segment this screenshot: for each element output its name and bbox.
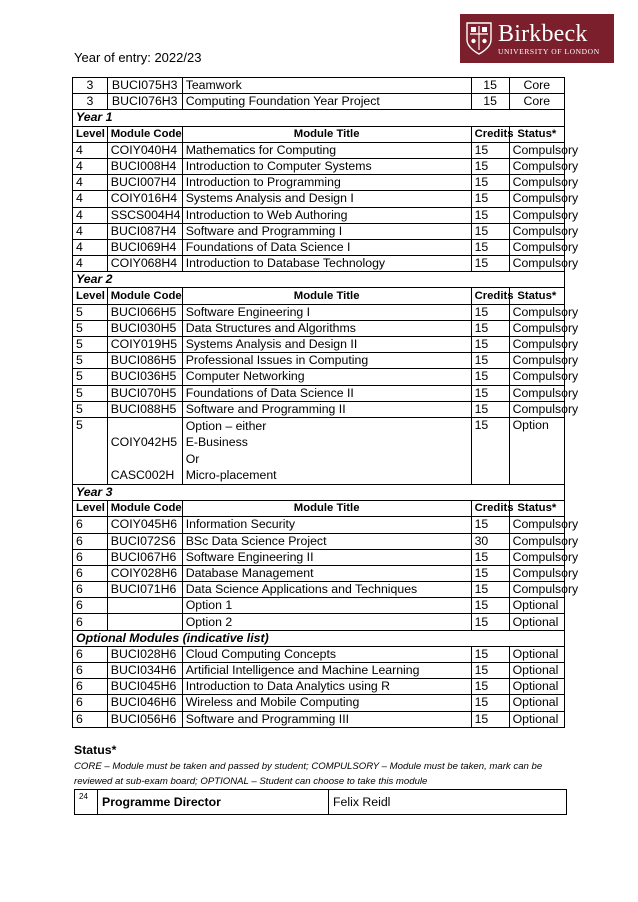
col-title: Module Title: [182, 126, 471, 142]
col-code: Module Code: [107, 126, 182, 142]
cell-status: Compulsory: [509, 549, 564, 565]
table-header-row: [73, 501, 565, 517]
cell-status: Compulsory: [509, 385, 564, 401]
cell-credits: 15: [471, 565, 509, 581]
cell-status: Compulsory: [509, 256, 564, 272]
col-credits: Credits: [471, 126, 509, 142]
cell-title: Foundations of Data Science II: [182, 385, 471, 401]
table-row: [73, 175, 565, 191]
cell-status: Compulsory: [509, 582, 564, 598]
cell-title: Cloud Computing Concepts: [182, 646, 471, 662]
table-row: [73, 223, 565, 239]
cell-code: BUCI008H4: [107, 158, 182, 174]
table-row: [73, 191, 565, 207]
year2-rows: [73, 304, 579, 417]
table-row: [73, 646, 565, 662]
cell-credits: 15: [471, 142, 509, 158]
table-row: [73, 711, 565, 727]
table-row: [73, 695, 565, 711]
cell-credits: 15: [471, 175, 509, 191]
optional-heading-row: [73, 630, 565, 646]
cell-code: BUCI046H6: [107, 695, 182, 711]
cell-credits: 15: [471, 679, 509, 695]
cell-status: Compulsory: [509, 401, 564, 417]
cell-status: Compulsory: [509, 369, 564, 385]
cell-title: Data Science Applications and Techniques: [182, 582, 471, 598]
modules-table: [72, 77, 579, 728]
cell-title: Artificial Intelligence and Machine Learning: [182, 663, 471, 679]
cell-status: Compulsory: [509, 191, 564, 207]
col-credits: Credits: [471, 501, 509, 517]
cell-credits: 15: [471, 207, 509, 223]
cell-level: 6: [73, 711, 108, 727]
col-status: Status*: [509, 501, 564, 517]
cell-level: 5: [73, 304, 108, 320]
cell-title: Introduction to Computer Systems: [182, 158, 471, 174]
table-row: [73, 614, 565, 630]
programme-director-name: Felix Reidl: [329, 790, 567, 815]
cell-level: 6: [73, 565, 108, 581]
table-row: [73, 679, 565, 695]
cell-code: BUCI036H5: [107, 369, 182, 385]
optional-rows: [73, 646, 565, 727]
cell-credits: 15: [471, 337, 509, 353]
cell-credits: 15: [471, 663, 509, 679]
section-title: Year 2: [73, 272, 565, 288]
cell-title: BSc Data Science Project: [182, 533, 471, 549]
cell-code: COIY040H4: [107, 142, 182, 158]
option-titles: [182, 417, 471, 484]
cell-title: Computing Foundation Year Project: [182, 94, 471, 110]
table-row: [73, 158, 565, 174]
cell-status: Optional: [509, 598, 564, 614]
cell-code: [107, 598, 182, 614]
cell-credits: 15: [471, 385, 509, 401]
col-code: Module Code: [107, 288, 182, 304]
year3-heading-row: [73, 484, 565, 500]
year3-rows: [73, 517, 579, 630]
year-of-entry: Year of entry: 2022/23: [74, 50, 202, 65]
cell-code: BUCI070H5: [107, 385, 182, 401]
option-level: 5: [73, 417, 108, 484]
table-row: [73, 256, 565, 272]
col-code: Module Code: [107, 501, 182, 517]
table-row: [73, 304, 565, 320]
cell-code: BUCI086H5: [107, 353, 182, 369]
year1-heading-row: [73, 110, 565, 126]
cell-status: Core: [509, 78, 564, 94]
col-credits: Credits: [471, 288, 509, 304]
cell-code: BUCI034H6: [107, 663, 182, 679]
col-level: Level: [73, 126, 108, 142]
table-row: [73, 565, 565, 581]
cell-status: Compulsory: [509, 239, 564, 255]
cell-code: COIY028H6: [107, 565, 182, 581]
table-row: [73, 142, 565, 158]
cell-title: Software Engineering II: [182, 549, 471, 565]
cell-code: COIY016H4: [107, 191, 182, 207]
cell-title: Introduction to Programming: [182, 175, 471, 191]
cell-credits: 15: [471, 695, 509, 711]
option-code-2: CASC002H: [110, 468, 175, 483]
cell-level: 4: [73, 142, 108, 158]
table-row: [73, 78, 565, 94]
cell-title: Software and Programming I: [182, 223, 471, 239]
cell-code: BUCI007H4: [107, 175, 182, 191]
cell-credits: 15: [471, 614, 509, 630]
option-line-4: Micro-placement: [185, 468, 277, 483]
cell-credits: 15: [471, 191, 509, 207]
table-header-row: [73, 126, 565, 142]
option-line-3: Or: [185, 451, 200, 466]
cell-title: Systems Analysis and Design II: [182, 337, 471, 353]
cell-title: Introduction to Web Authoring: [182, 207, 471, 223]
cell-title: Introduction to Database Technology: [182, 256, 471, 272]
cell-status: Compulsory: [509, 337, 564, 353]
cell-status: Compulsory: [509, 158, 564, 174]
year2-option-row: [73, 417, 565, 484]
table-row: [73, 533, 565, 549]
table-row: [73, 582, 565, 598]
cell-title: Mathematics for Computing: [182, 142, 471, 158]
cell-status: Compulsory: [509, 304, 564, 320]
cell-status: Compulsory: [509, 533, 564, 549]
cell-status: Compulsory: [509, 142, 564, 158]
table-row: [73, 369, 565, 385]
section-title: Year 3: [73, 484, 565, 500]
option-code-1: COIY042H5: [110, 435, 178, 450]
cell-title: Option 1: [182, 598, 471, 614]
cell-level: 6: [73, 614, 108, 630]
cell-status: Optional: [509, 695, 564, 711]
cell-credits: 30: [471, 533, 509, 549]
cell-code: BUCI028H6: [107, 646, 182, 662]
cell-code: BUCI067H6: [107, 549, 182, 565]
col-status: Status*: [509, 126, 564, 142]
cell-status: Compulsory: [509, 517, 564, 533]
option-line-2: E-Business: [185, 435, 248, 450]
cell-code: BUCI075H3: [107, 78, 182, 94]
cell-level: 5: [73, 337, 108, 353]
year1-rows: [73, 142, 579, 272]
cell-code: BUCI071H6: [107, 582, 182, 598]
table-row: [73, 320, 565, 336]
cell-code: COIY045H6: [107, 517, 182, 533]
cell-status: Optional: [509, 614, 564, 630]
cell-status: Compulsory: [509, 353, 564, 369]
cell-credits: 15: [471, 369, 509, 385]
cell-credits: 15: [471, 401, 509, 417]
crest-icon: [466, 22, 492, 55]
cell-code: BUCI069H4: [107, 239, 182, 255]
cell-level: 4: [73, 223, 108, 239]
option-credits: 15: [471, 417, 509, 484]
table-row: [73, 517, 565, 533]
cell-status: Core: [509, 94, 564, 110]
table-row: [73, 353, 565, 369]
cell-title: Software Engineering I: [182, 304, 471, 320]
cell-title: Information Security: [182, 517, 471, 533]
cell-credits: 15: [471, 320, 509, 336]
option-codes: [107, 417, 182, 484]
option-status: Option: [509, 417, 564, 484]
col-status: Status*: [509, 288, 564, 304]
cell-code: BUCI088H5: [107, 401, 182, 417]
cell-level: 6: [73, 517, 108, 533]
cell-level: 4: [73, 239, 108, 255]
cell-code: COIY019H5: [107, 337, 182, 353]
table-row: [73, 337, 565, 353]
section-title: Year 1: [73, 110, 565, 126]
cell-title: Option 2: [182, 614, 471, 630]
cell-code: BUCI072S6: [107, 533, 182, 549]
row-number: 24: [75, 790, 98, 815]
cell-level: 4: [73, 207, 108, 223]
cell-credits: 15: [471, 582, 509, 598]
table-row: [73, 94, 565, 110]
cell-level: 4: [73, 158, 108, 174]
cell-code: COIY068H4: [107, 256, 182, 272]
cell-credits: 15: [471, 711, 509, 727]
cell-level: 5: [73, 401, 108, 417]
cell-title: Teamwork: [182, 78, 471, 94]
cell-level: 5: [73, 353, 108, 369]
cell-status: Compulsory: [509, 223, 564, 239]
cell-level: 6: [73, 646, 108, 662]
programme-director-table: [74, 789, 567, 815]
cell-credits: 15: [471, 517, 509, 533]
cell-title: Database Management: [182, 565, 471, 581]
table-row: [73, 239, 565, 255]
col-title: Module Title: [182, 288, 471, 304]
programme-director-label: Programme Director: [98, 790, 329, 815]
birkbeck-logo: [460, 14, 614, 63]
table-row: [73, 385, 565, 401]
cell-title: Systems Analysis and Design I: [182, 191, 471, 207]
cell-status: Optional: [509, 711, 564, 727]
col-title: Module Title: [182, 501, 471, 517]
cell-credits: 15: [471, 549, 509, 565]
cell-level: 4: [73, 191, 108, 207]
cell-level: 6: [73, 663, 108, 679]
cell-level: 6: [73, 598, 108, 614]
cell-code: SSCS004H4: [107, 207, 182, 223]
cell-code: BUCI066H5: [107, 304, 182, 320]
cell-level: 3: [73, 94, 108, 110]
cell-level: 4: [73, 256, 108, 272]
cell-credits: 15: [471, 158, 509, 174]
cell-status: Optional: [509, 663, 564, 679]
cell-code: BUCI076H3: [107, 94, 182, 110]
cell-title: Introduction to Data Analytics using R: [182, 679, 471, 695]
year2-heading-row: [73, 272, 565, 288]
cell-level: 6: [73, 679, 108, 695]
cell-credits: 15: [471, 78, 509, 94]
cell-credits: 15: [471, 598, 509, 614]
cell-credits: 15: [471, 223, 509, 239]
col-level: Level: [73, 501, 108, 517]
cell-level: 6: [73, 533, 108, 549]
cell-credits: 15: [471, 646, 509, 662]
table-row: [73, 207, 565, 223]
cell-title: Computer Networking: [182, 369, 471, 385]
logo-name: Birkbeck: [498, 20, 588, 47]
cell-credits: 15: [471, 239, 509, 255]
table-row: [73, 663, 565, 679]
cell-status: Optional: [509, 679, 564, 695]
cell-code: BUCI045H6: [107, 679, 182, 695]
cell-level: 4: [73, 175, 108, 191]
cell-status: Compulsory: [509, 320, 564, 336]
cell-title: Data Structures and Algorithms: [182, 320, 471, 336]
logo-subtitle: UNIVERSITY OF LONDON: [498, 46, 600, 56]
cell-code: BUCI056H6: [107, 711, 182, 727]
status-note: CORE – Module must be taken and passed by student; COMPULSORY – Module must be taken, mark can be reviewed at sub-exam board; OPTIONAL – Student can choose to take this module: [74, 761, 543, 787]
cell-title: Wireless and Mobile Computing: [182, 695, 471, 711]
cell-level: 3: [73, 78, 108, 94]
cell-status: Optional: [509, 646, 564, 662]
cell-title: Software and Programming III: [182, 711, 471, 727]
cell-credits: 15: [471, 304, 509, 320]
cell-title: Software and Programming II: [182, 401, 471, 417]
table-header-row: [73, 288, 565, 304]
col-level: Level: [73, 288, 108, 304]
table-row: [73, 401, 565, 417]
cell-status: Compulsory: [509, 175, 564, 191]
cell-level: 6: [73, 695, 108, 711]
cell-level: 5: [73, 385, 108, 401]
foundation-rows: [73, 78, 565, 110]
cell-credits: 15: [471, 353, 509, 369]
cell-level: 6: [73, 582, 108, 598]
cell-code: [107, 614, 182, 630]
cell-level: 5: [73, 369, 108, 385]
option-line-1: Option – either: [185, 418, 267, 433]
table-row: [73, 549, 565, 565]
cell-credits: 15: [471, 94, 509, 110]
cell-status: Compulsory: [509, 565, 564, 581]
section-title: Optional Modules (indicative list): [73, 630, 565, 646]
cell-title: Professional Issues in Computing: [182, 353, 471, 369]
cell-credits: 15: [471, 256, 509, 272]
cell-code: BUCI087H4: [107, 223, 182, 239]
status-title: Status*: [74, 743, 117, 757]
programme-director-row: [75, 790, 567, 815]
cell-level: 6: [73, 549, 108, 565]
cell-status: Compulsory: [509, 207, 564, 223]
cell-title: Foundations of Data Science I: [182, 239, 471, 255]
cell-level: 5: [73, 320, 108, 336]
table-row: [73, 598, 565, 614]
cell-code: BUCI030H5: [107, 320, 182, 336]
